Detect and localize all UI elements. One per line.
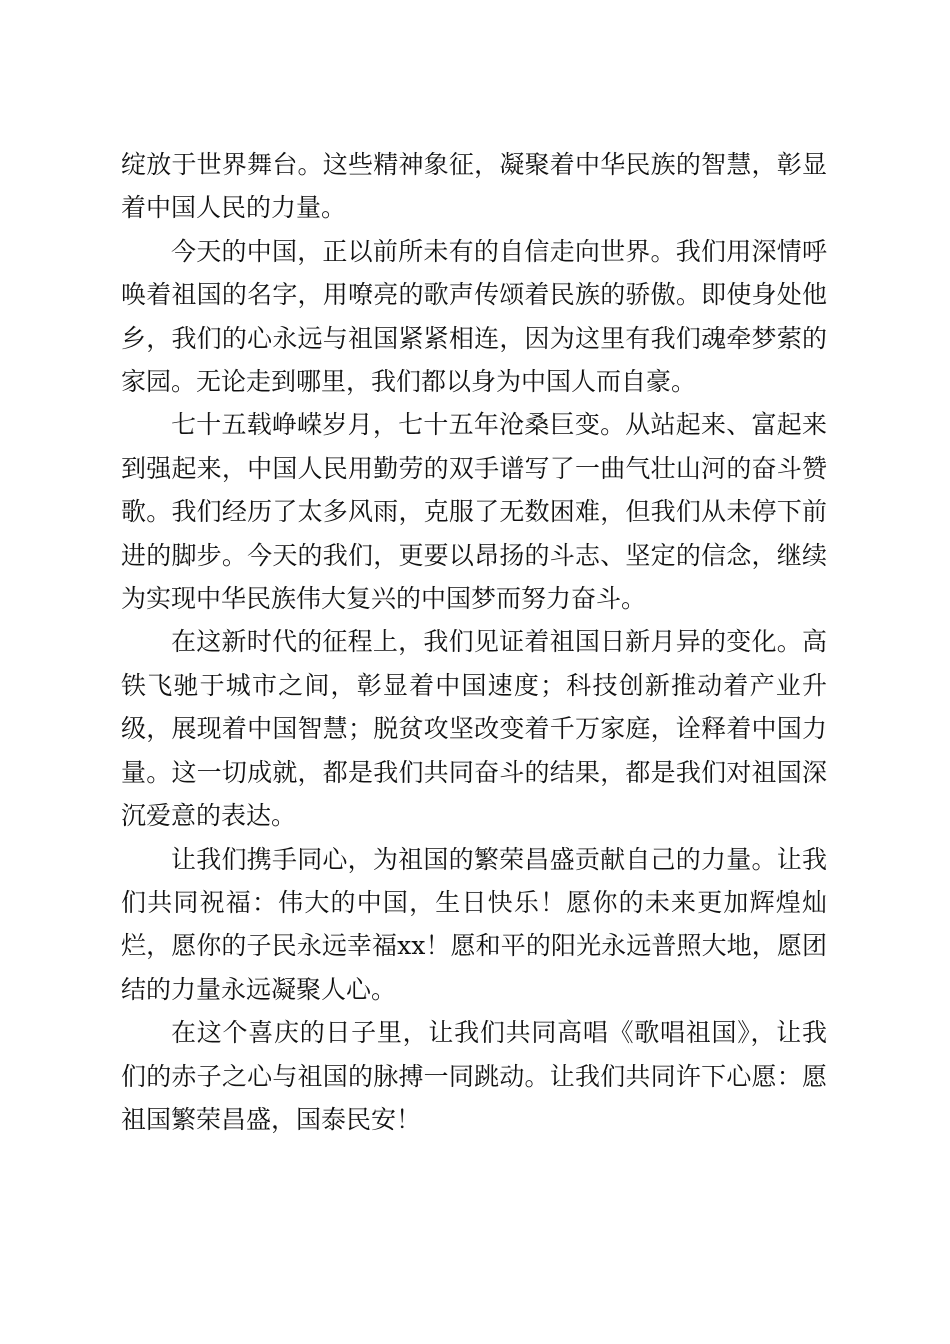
- paragraph: 在这新时代的征程上，我们见证着祖国日新月异的变化。高铁飞驰于城市之间，彰显着中国速度；科技创新推动着产业升级，展现着中国智慧；脱贫攻坚改变着千万家庭，诠释着中国力量。这一切成就，都是我们共同奋斗的结果，都是我们对祖国深沉爱意的表达。: [121, 627, 827, 831]
- paragraph: 七十五载峥嵘岁月，七十五年沧桑巨变。从站起来、富起来到强起来，中国人民用勤劳的双手谱写了一曲气壮山河的奋斗赞歌。我们经历了太多风雨，克服了无数困难，但我们从未停下前进的脚步。今天的我们，更要以昂扬的斗志、坚定的信念，继续为实现中华民族伟大复兴的中国梦而努力奋斗。: [121, 410, 827, 614]
- paragraph-continuation: 绽放于世界舞台。这些精神象征，凝聚着中华民族的智慧，彰显着中国人民的力量。: [121, 150, 827, 223]
- paragraph: 让我们携手同心，为祖国的繁荣昌盛贡献自己的力量。让我们共同祝福：伟大的中国，生日快乐！愿你的未来更加辉煌灿烂，愿你的子民永远幸福xx！愿和平的阳光永远普照大地，愿团结的力量永远凝聚人心。: [121, 844, 827, 1004]
- paragraph: 在这个喜庆的日子里，让我们共同高唱《歌唱祖国》，让我们的赤子之心与祖国的脉搏一同跳动。让我们共同许下心愿：愿祖国繁荣昌盛，国泰民安！: [121, 1018, 827, 1134]
- paragraph: 今天的中国，正以前所未有的自信走向世界。我们用深情呼唤着祖国的名字，用嘹亮的歌声传颂着民族的骄傲。即使身处他乡，我们的心永远与祖国紧紧相连，因为这里有我们魂牵梦萦的家园。无论走到哪里，我们都以身为中国人而自豪。: [121, 236, 827, 397]
- document-body: [121, 143, 827, 1141]
